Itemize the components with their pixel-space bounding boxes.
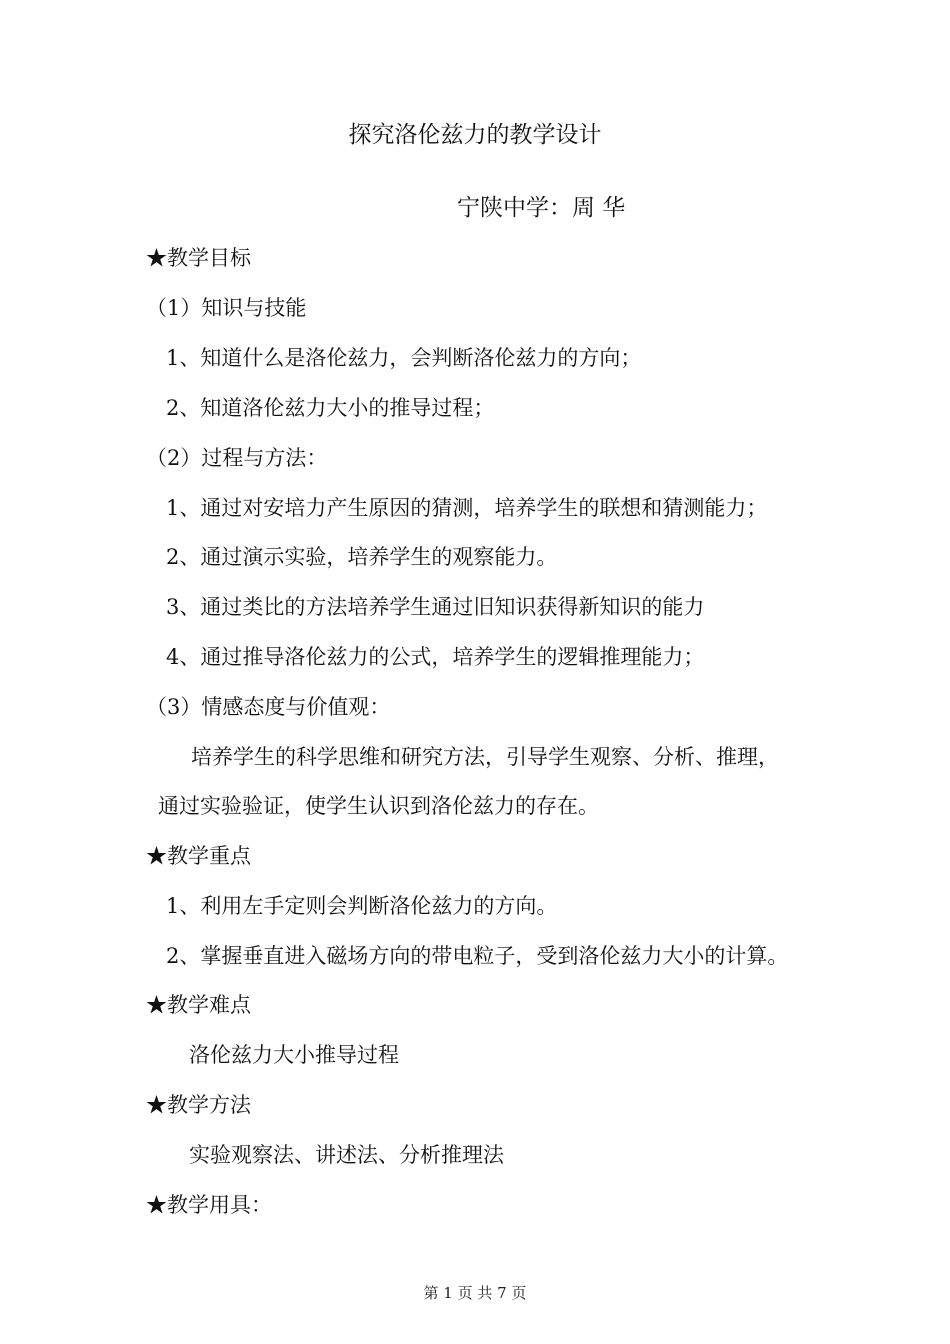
document-title: 探究洛伦兹力的教学设计: [348, 122, 602, 148]
section-heading-key-points: ★教学重点: [146, 844, 251, 868]
subsection-heading-emotion: （3）情感态度与价值观：: [146, 695, 391, 719]
section-heading-tools: ★教学用具：: [146, 1193, 272, 1217]
emotion-paragraph-line-1: 培养学生的科学思维和研究方法，引导学生观察、分析、推理，: [191, 745, 779, 769]
method-text: 实验观察法、讲述法、分析推理法: [189, 1143, 504, 1167]
page-footer: 第 1 页 共 7 页: [423, 1284, 527, 1302]
key-point-item-1: 1、利用左手定则会判断洛伦兹力的方向。: [166, 894, 558, 918]
section-heading-method: ★教学方法: [146, 1093, 251, 1117]
subsection-heading-knowledge: （1）知识与技能: [146, 296, 307, 320]
process-item-3: 3、通过类比的方法培养学生通过旧知识获得新知识的能力: [166, 595, 705, 619]
subsection-heading-process: （2）过程与方法：: [146, 446, 328, 470]
section-heading-objectives: ★教学目标: [146, 246, 251, 270]
process-item-4: 4、通过推导洛伦兹力的公式，培养学生的逻辑推理能力；: [166, 645, 705, 669]
difficulty-text: 洛伦兹力大小推导过程: [189, 1043, 399, 1067]
knowledge-item-2: 2、知道洛伦兹力大小的推导过程；: [166, 396, 495, 420]
key-point-item-2: 2、掌握垂直进入磁场方向的带电粒子，受到洛伦兹力大小的计算。: [166, 944, 789, 968]
emotion-paragraph-line-2: 通过实验验证，使学生认识到洛伦兹力的存在。: [158, 794, 599, 818]
process-item-2: 2、通过演示实验，培养学生的观察能力。: [166, 545, 558, 569]
section-heading-difficulty: ★教学难点: [146, 993, 251, 1017]
knowledge-item-1: 1、知道什么是洛伦兹力，会判断洛伦兹力的方向；: [166, 346, 642, 370]
process-item-1: 1、通过对安培力产生原因的猜测，培养学生的联想和猜测能力；: [166, 496, 768, 520]
document-author: 宁陕中学：周 华: [457, 195, 626, 221]
